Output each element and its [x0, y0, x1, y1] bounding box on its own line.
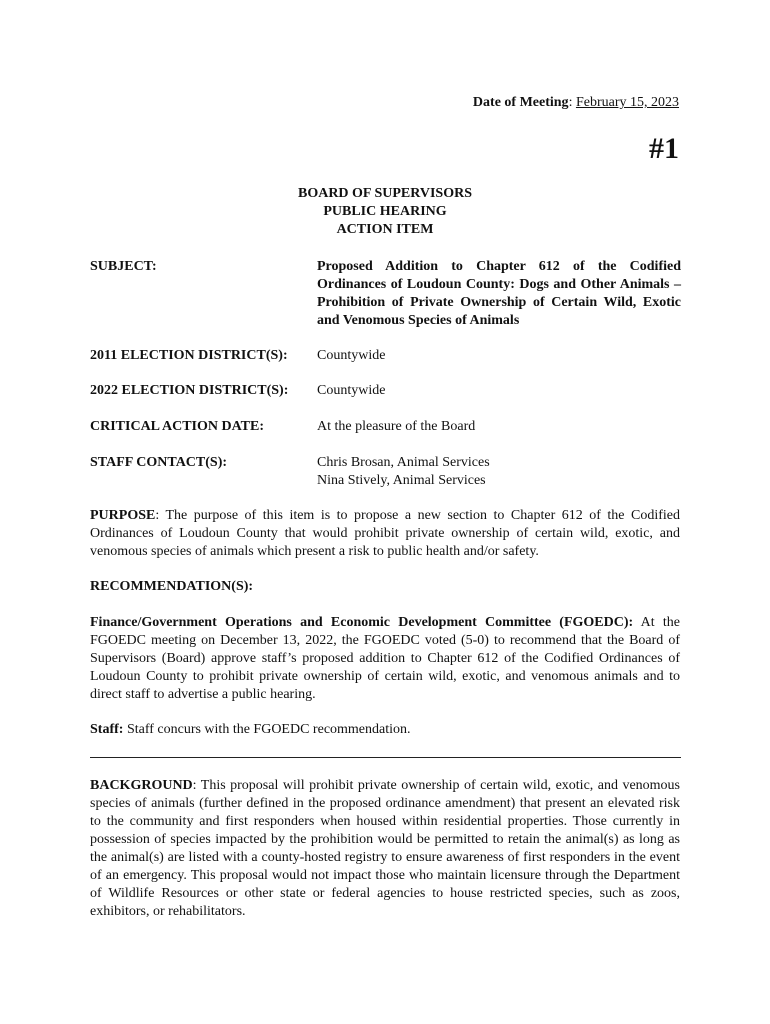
section-divider: [90, 757, 681, 758]
staff-contact-item: Nina Stively, Animal Services: [317, 473, 486, 488]
critical-date-label: CRITICAL ACTION DATE:: [90, 419, 264, 434]
subject-label: SUBJECT:: [90, 259, 157, 274]
meeting-date-line: [473, 94, 679, 112]
staff-rec-text: Staff concurs with the FGOEDC recommendation.: [123, 722, 411, 737]
committee-recommendation: [90, 614, 680, 704]
committee-text: At the FGOEDC meeting on December 13, 2022, the FGOEDC voted (5-0) to recommend that the Board of Supervisors (Board) approve staff’s proposed addition to Chapter 612 of the Codified Ordinances of Loudoun County to prohibit private ownership of certain wild, exotic, and venomous animals and to direct staff to advertise a public hearing.: [90, 615, 680, 702]
district-2022-value: Countywide: [317, 383, 386, 398]
meeting-date-colon: :: [568, 95, 573, 110]
district-2022-label: 2022 ELECTION DISTRICT(S):: [90, 383, 289, 398]
recommendations-heading: RECOMMENDATION(S):: [90, 579, 254, 594]
hearing-heading: PUBLIC HEARING: [323, 204, 447, 219]
item-number: #1: [649, 132, 679, 165]
purpose-paragraph: [90, 507, 680, 561]
subject-value: Proposed Addition to Chapter 612 of the Codified Ordinances of Loudoun County: Dogs and Other Animals – Prohibition of Private Ownership of Certain Wild, Exotic and Venomous Species of Animals: [317, 259, 681, 328]
district-2011-label: 2011 ELECTION DISTRICT(S):: [90, 348, 288, 363]
staff-rec-label: Staff:: [90, 722, 124, 737]
background-text: : This proposal will prohibit private ownership of certain wild, exotic, and venomous species of animals (further defined in the proposed ordinance amendment) that present an elevated risk to the community and first responders when housed within residential properties. Those currently in possession of species impacted by the prohibition would be permitted to retain the animal(s) as long as the animal(s) are listed with a county-hosted registry to ensure awareness of first responders in the event of an emergency. This proposal would not impact those who maintain licensure through the Department of Wildlife Resources or other state or federal agencies to house restricted species, such as zoos, exhibitors, or rehabilitators.: [90, 778, 680, 919]
action-heading: ACTION ITEM: [336, 222, 434, 237]
staff-contact-list: [317, 454, 681, 490]
board-heading: BOARD OF SUPERVISORS: [297, 186, 472, 201]
district-2011-value: Countywide: [317, 348, 386, 363]
purpose-label: PURPOSE: [90, 508, 156, 523]
background-paragraph: [90, 777, 680, 921]
committee-label: Finance/Government Operations and Economic Development Committee (FGOEDC):: [90, 615, 634, 630]
critical-date-value: At the pleasure of the Board: [317, 419, 476, 434]
document-heading: [0, 185, 770, 239]
meeting-date-label: Date of Meeting: [472, 95, 569, 110]
staff-contact-item: Chris Brosan, Animal Services: [317, 455, 490, 470]
background-label: BACKGROUND: [90, 778, 193, 793]
meeting-date-value: February 15, 2023: [575, 95, 679, 110]
purpose-text: : The purpose of this item is to propose a new section to Chapter 612 of the Codified Ordinances of Loudoun County that would prohibit private ownership of certain wild, exotic, and venomous species of animals which present a risk to public health and/or safety.: [90, 508, 680, 559]
staff-contact-label: STAFF CONTACT(S):: [90, 455, 228, 470]
staff-recommendation: [90, 721, 680, 739]
